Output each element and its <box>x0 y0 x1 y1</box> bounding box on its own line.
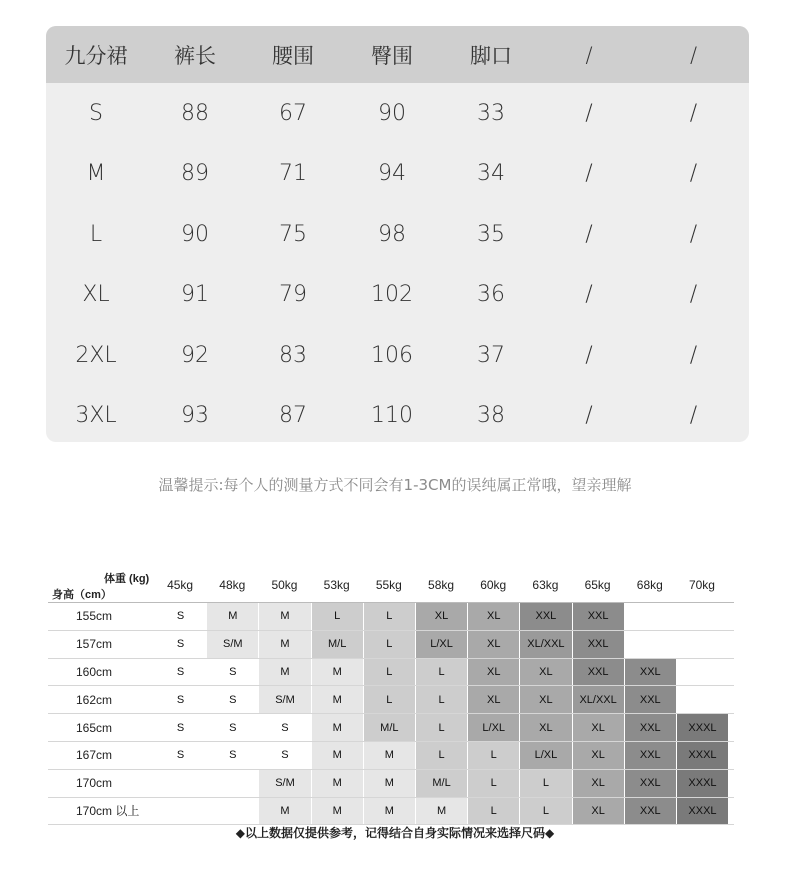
size-cell: XXXL <box>676 714 728 741</box>
size-table-cell: / <box>689 100 698 126</box>
size-cell: M <box>311 659 363 686</box>
size-cell: M <box>311 742 363 769</box>
size-table-row <box>46 325 749 386</box>
size-table-body <box>46 83 749 442</box>
header-cell: / <box>585 42 593 67</box>
height-label: 170cm <box>76 776 113 791</box>
size-cell: XXL <box>572 659 624 686</box>
size-cell <box>206 798 258 825</box>
size-cell: S <box>154 631 206 658</box>
size-cell: XXL <box>572 631 624 658</box>
size-table-cell: 98 <box>378 221 406 247</box>
size-cell: XXL <box>624 659 676 686</box>
size-table-cell: 102 <box>371 282 413 308</box>
hw-chart-body <box>48 603 734 825</box>
weight-label: 53kg <box>323 578 350 592</box>
size-table-cell: 2XL <box>75 342 117 368</box>
size-table-cell: 106 <box>371 342 413 368</box>
height-axis-label: 身高（cm） <box>52 589 112 601</box>
hw-chart-row <box>48 714 734 742</box>
size-table-cell: 94 <box>378 161 406 187</box>
size-table-cell: 90 <box>181 221 209 247</box>
size-cell: XL <box>467 686 519 713</box>
height-label: 157cm <box>76 637 113 652</box>
size-table-cell: / <box>585 282 593 308</box>
size-table-row <box>46 144 749 205</box>
weight-label: 68kg <box>636 578 663 592</box>
size-cell: XXL <box>624 742 676 769</box>
header-cell: 臀围 <box>371 43 413 68</box>
size-table-cell: 79 <box>279 282 307 308</box>
size-cell: XL <box>467 659 519 686</box>
size-cell: S <box>258 742 310 769</box>
size-cell: XXL <box>624 770 676 797</box>
size-cell: L <box>311 603 363 630</box>
size-cell: XXL <box>624 686 676 713</box>
size-cell: XL <box>572 742 624 769</box>
size-cell: L <box>363 686 415 713</box>
size-cell: XXXL <box>676 770 728 797</box>
weight-label: 58kg <box>428 578 455 592</box>
height-weight-chart <box>48 568 734 825</box>
size-cell: XXXL <box>676 742 728 769</box>
size-cell: S <box>154 714 206 741</box>
size-cell: S <box>154 659 206 686</box>
size-cell <box>676 686 728 713</box>
size-cell: L <box>467 798 519 825</box>
height-label: 160cm <box>76 664 113 679</box>
size-cell: M <box>311 770 363 797</box>
size-cell: L <box>415 686 467 713</box>
size-cell: M <box>415 798 467 825</box>
size-cell: XL <box>519 714 571 741</box>
size-cell: S/M <box>258 770 310 797</box>
size-table-cell: 3XL <box>75 403 117 429</box>
size-table-cell: 87 <box>279 403 307 429</box>
size-cell: M <box>206 603 258 630</box>
size-cell: M <box>363 742 415 769</box>
size-cell: S <box>154 686 206 713</box>
size-cell: M/L <box>363 714 415 741</box>
size-cell: M/L <box>311 631 363 658</box>
hw-chart-header <box>48 568 734 603</box>
size-cell: XXL <box>572 603 624 630</box>
size-cell: L <box>519 798 571 825</box>
weight-columns <box>154 578 728 592</box>
hw-chart-row <box>48 659 734 687</box>
size-cell <box>154 798 206 825</box>
size-cell <box>624 631 676 658</box>
size-table-cell: / <box>689 342 698 368</box>
size-cell: L <box>519 770 571 797</box>
size-table-cell: 67 <box>279 100 307 126</box>
size-cell: M <box>258 631 310 658</box>
header-cell: 九分裙 <box>64 43 128 68</box>
size-cell: XL <box>572 770 624 797</box>
measurement-tip: 温馨提示:每个人的测量方式不同会有1-3CM的误纯属正常哦，望亲理解 <box>158 476 632 494</box>
hw-chart-row <box>48 603 734 631</box>
height-label: 167cm <box>76 748 113 763</box>
size-cell: L <box>415 714 467 741</box>
hw-chart-row <box>48 798 734 826</box>
hw-chart-row <box>48 631 734 659</box>
height-label: 170cm 以上 <box>76 804 140 819</box>
size-cell: S <box>206 659 258 686</box>
weight-label: 65kg <box>584 578 611 592</box>
size-table-cell: L <box>89 221 103 247</box>
size-cell: XL <box>519 686 571 713</box>
size-cell: XL <box>467 603 519 630</box>
size-cell: M <box>258 659 310 686</box>
size-table-cell: 36 <box>477 282 505 308</box>
size-cell: L <box>363 631 415 658</box>
size-table-cell: 33 <box>477 100 505 126</box>
weight-axis-label: 体重 (kg) <box>104 573 150 585</box>
header-cell: 裤长 <box>174 43 216 68</box>
size-cell <box>676 603 728 630</box>
size-table-row <box>46 386 749 443</box>
size-cell: M <box>311 686 363 713</box>
size-cell: S <box>206 742 258 769</box>
size-cell: L <box>467 770 519 797</box>
size-table-cell: 93 <box>181 403 209 429</box>
height-label: 155cm <box>76 609 113 624</box>
size-table-row <box>46 83 749 144</box>
size-cell: M/L <box>415 770 467 797</box>
size-cell: L <box>467 742 519 769</box>
size-cell: M <box>258 603 310 630</box>
size-cell <box>154 770 206 797</box>
size-table-cell: 38 <box>477 403 505 429</box>
size-table-cell: / <box>585 403 593 429</box>
size-cell: XL <box>572 714 624 741</box>
hw-chart-row <box>48 742 734 770</box>
size-cell <box>624 603 676 630</box>
size-cell: XXL <box>519 603 571 630</box>
size-table-cell: / <box>585 342 593 368</box>
size-cell: XL <box>519 659 571 686</box>
weight-label: 45kg <box>167 578 194 592</box>
height-label: 165cm <box>76 720 113 735</box>
size-table-cell: M <box>86 161 106 187</box>
size-table-cell: / <box>689 403 698 429</box>
size-cell <box>206 770 258 797</box>
size-cell: M <box>311 714 363 741</box>
size-cell: S <box>154 742 206 769</box>
size-cell: S/M <box>206 631 258 658</box>
size-cell <box>676 631 728 658</box>
size-cell: L <box>363 659 415 686</box>
size-cell: XL <box>572 798 624 825</box>
size-table-cell: / <box>585 221 593 247</box>
size-table-row <box>46 265 749 326</box>
size-table-cell: 83 <box>279 342 307 368</box>
weight-label: 50kg <box>271 578 298 592</box>
size-cell: L/XL <box>467 714 519 741</box>
weight-label: 55kg <box>375 578 402 592</box>
size-table-cell: 75 <box>279 221 307 247</box>
size-table-cell: / <box>585 161 593 187</box>
size-cell: XL/XXL <box>519 631 571 658</box>
size-cell: L/XL <box>415 631 467 658</box>
size-cell: S <box>154 603 206 630</box>
size-cell: XXXL <box>676 798 728 825</box>
size-cell: XXL <box>624 798 676 825</box>
size-table-cell: XL <box>82 282 110 308</box>
size-cell: XL/XXL <box>572 686 624 713</box>
size-cell: XXL <box>624 714 676 741</box>
size-table-cell: 37 <box>477 342 505 368</box>
hw-chart-row <box>48 770 734 798</box>
header-cell: / <box>689 42 698 67</box>
size-cell: S <box>258 714 310 741</box>
size-table-cell: 71 <box>279 161 307 187</box>
size-table-cell: 89 <box>181 161 209 187</box>
size-table-cell: / <box>689 161 698 187</box>
size-table-cell: S <box>89 100 103 126</box>
size-table-header <box>46 26 749 83</box>
header-cell: 脚口 <box>470 43 512 68</box>
hw-chart-row <box>48 686 734 714</box>
weight-label: 63kg <box>532 578 559 592</box>
reference-note: ◆以上数据仅提供参考，记得结合自身实际情况来选择尺码◆ <box>235 826 555 840</box>
size-table-cell: 110 <box>371 403 413 429</box>
size-table-cell: 90 <box>378 100 406 126</box>
size-table-cell: / <box>585 100 593 126</box>
weight-label: 60kg <box>480 578 507 592</box>
size-table <box>46 26 749 442</box>
size-cell: M <box>258 798 310 825</box>
size-table-cell: / <box>689 221 698 247</box>
size-cell: S <box>206 714 258 741</box>
size-cell: L/XL <box>519 742 571 769</box>
weight-label: 70kg <box>688 578 715 592</box>
size-table-row <box>46 204 749 265</box>
size-cell: L <box>363 603 415 630</box>
size-table-cell: / <box>689 282 698 308</box>
weight-label: 48kg <box>219 578 246 592</box>
size-cell: S/M <box>258 686 310 713</box>
height-label: 162cm <box>76 692 113 707</box>
size-table-cell: 34 <box>477 161 505 187</box>
header-cell: 腰围 <box>272 43 314 68</box>
size-table-cell: 88 <box>181 100 209 126</box>
size-cell: L <box>415 659 467 686</box>
size-table-cell: 91 <box>181 282 209 308</box>
size-table-cell: 35 <box>477 221 505 247</box>
size-cell: XL <box>467 631 519 658</box>
size-cell: XL <box>415 603 467 630</box>
size-cell: M <box>311 798 363 825</box>
size-cell: S <box>206 686 258 713</box>
size-table-cell: 92 <box>181 342 209 368</box>
size-cell: M <box>363 798 415 825</box>
size-cell: L <box>415 742 467 769</box>
size-cell <box>676 659 728 686</box>
size-cell: M <box>363 770 415 797</box>
